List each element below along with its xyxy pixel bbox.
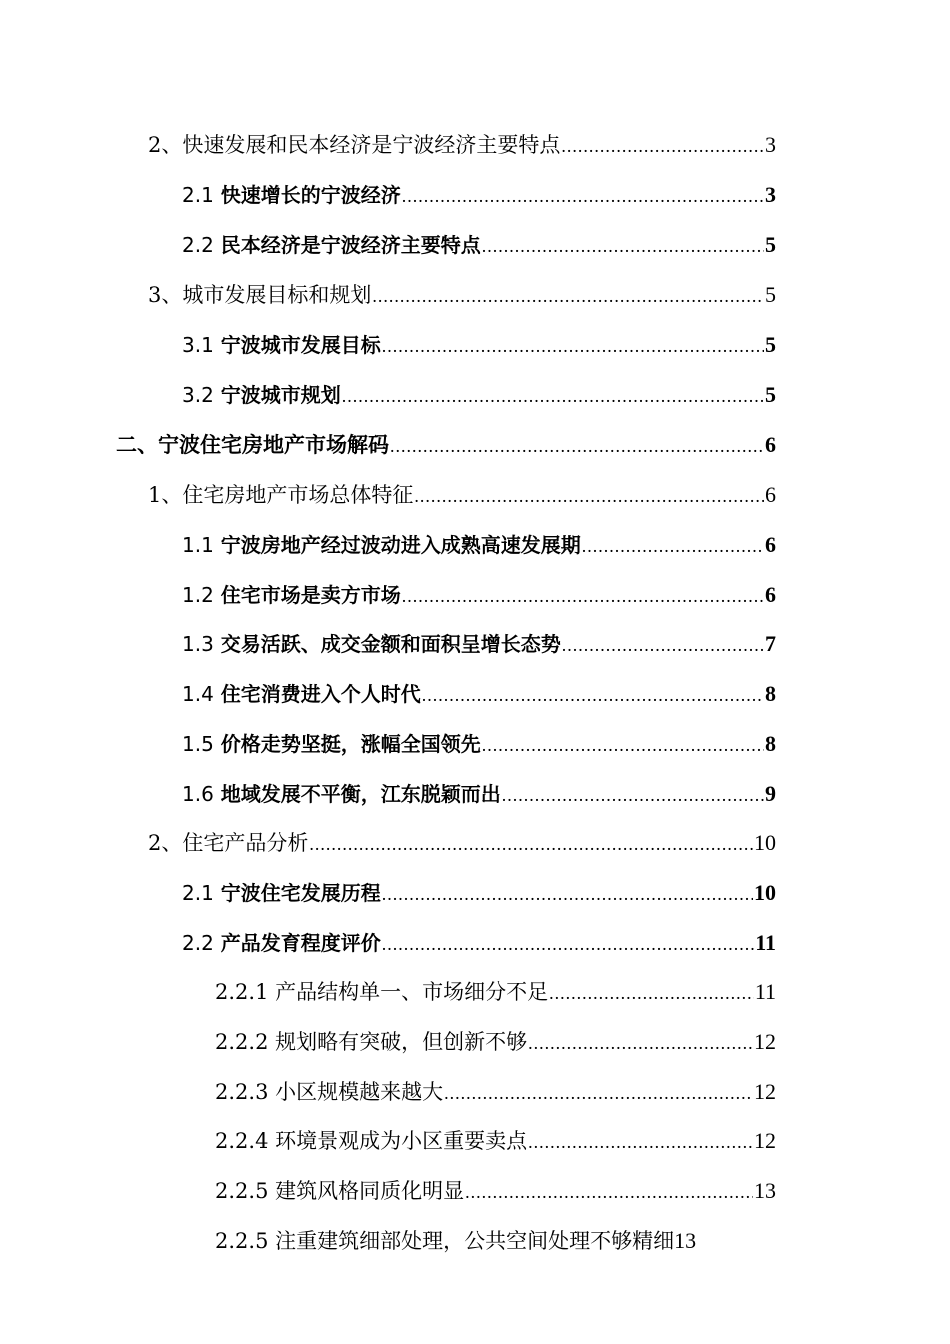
- toc-page-number: 6: [765, 482, 776, 507]
- toc-leader: [528, 1026, 753, 1060]
- toc-leader: [382, 927, 754, 961]
- toc-leader: [390, 429, 764, 463]
- toc-entry[interactable]: [182, 777, 776, 811]
- toc-entry-title: 2.1 快速增长的宁波经济: [182, 183, 401, 207]
- toc-entry[interactable]: [215, 1174, 776, 1208]
- toc-entry-title: 2.2.4 环境景观成为小区重要卖点: [215, 1129, 528, 1153]
- toc-page-number: 12: [754, 1128, 776, 1153]
- toc-page-number: 5: [765, 332, 776, 357]
- toc-leader: [372, 279, 764, 313]
- toc-entry[interactable]: [182, 178, 776, 212]
- toc-leader: [465, 1175, 753, 1209]
- toc-entry-title: 2.2 产品发育程度评价: [182, 931, 381, 955]
- toc-leader: [482, 229, 764, 263]
- toc-leader: [561, 129, 764, 163]
- toc-page-number: 6: [765, 532, 776, 557]
- toc-entry-title: 2.1 宁波住宅发展历程: [182, 881, 381, 905]
- toc-leader: [382, 877, 753, 911]
- toc-entry[interactable]: [148, 478, 776, 512]
- toc-page-number: 8: [765, 731, 776, 756]
- toc-leader: [528, 1125, 753, 1159]
- toc-leader: [402, 579, 764, 613]
- toc-page-number: 11: [754, 979, 776, 1004]
- toc-page-number: 5: [765, 232, 776, 257]
- toc-page-number: 10: [754, 830, 776, 855]
- toc-leader: [414, 479, 764, 513]
- toc-entry[interactable]: [215, 1224, 696, 1258]
- toc-page-number: 3: [765, 132, 776, 157]
- toc-leader: [402, 179, 764, 213]
- toc-page-number: 13: [754, 1178, 776, 1203]
- toc-entry-title: 1.5 价格走势坚挺，涨幅全国领先: [182, 732, 481, 756]
- toc-entry[interactable]: [182, 228, 776, 262]
- toc-entry[interactable]: [182, 627, 776, 661]
- toc-entry-title: 2.2 民本经济是宁波经济主要特点: [182, 233, 481, 257]
- toc-entry[interactable]: [182, 926, 776, 960]
- toc-entry-title: 1.2 住宅市场是卖方市场: [182, 583, 401, 607]
- toc-leader: [482, 728, 764, 762]
- toc-page-number: 10: [754, 880, 776, 905]
- toc-leader: [582, 529, 764, 563]
- toc-page-number: 5: [765, 282, 776, 307]
- toc-entry[interactable]: [182, 578, 776, 612]
- toc-entry-title: 1、住宅房地产市场总体特征: [148, 483, 414, 507]
- toc-page-number: 11: [755, 930, 776, 955]
- toc-page-number: 12: [754, 1079, 776, 1104]
- toc-entry[interactable]: [182, 727, 776, 761]
- toc-leader: [309, 827, 753, 861]
- toc-entry-title: 3.2 宁波城市规划: [182, 383, 341, 407]
- toc-entry-title: 2、住宅产品分析: [148, 831, 309, 855]
- toc-entry-title: 1.6 地域发展不平衡，江东脱颖而出: [182, 782, 501, 806]
- toc-page-number: 9: [765, 781, 776, 806]
- toc-entry-title: 2.2.5 注重建筑细部处理，公共空间处理不够精细: [215, 1229, 675, 1253]
- toc-entry[interactable]: [215, 1025, 776, 1059]
- toc-entry[interactable]: [116, 428, 776, 462]
- toc-entry-title: 3、城市发展目标和规划: [148, 283, 372, 307]
- toc-entry[interactable]: [182, 528, 776, 562]
- toc-page-number: 6: [765, 432, 776, 457]
- toc-page-number: 8: [765, 681, 776, 706]
- toc-entry[interactable]: [148, 826, 776, 860]
- toc-leader: [502, 778, 764, 812]
- toc-page-number: 6: [765, 582, 776, 607]
- toc-page-number: 7: [765, 631, 776, 656]
- toc-entry[interactable]: [215, 1124, 776, 1158]
- toc-entry[interactable]: [148, 278, 776, 312]
- toc-entry-title: 3.1 宁波城市发展目标: [182, 333, 381, 357]
- toc-entry[interactable]: [148, 128, 776, 162]
- toc-entry-title: 2、快速发展和民本经济是宁波经济主要特点: [148, 133, 561, 157]
- toc-page-number: 3: [765, 182, 776, 207]
- toc-page-number: 13: [674, 1228, 697, 1253]
- toc-entry[interactable]: [182, 876, 776, 910]
- toc-leader: [342, 379, 764, 413]
- toc-entry-title: 二、宁波住宅房地产市场解码: [116, 433, 389, 457]
- toc-entry[interactable]: [215, 1075, 776, 1109]
- toc-leader: [549, 976, 754, 1010]
- toc-entry[interactable]: [182, 328, 776, 362]
- toc-entry[interactable]: [182, 378, 776, 412]
- toc-entry-title: 1.4 住宅消费进入个人时代: [182, 682, 421, 706]
- toc-page-number: 12: [754, 1029, 776, 1054]
- toc-leader: [562, 628, 764, 662]
- toc-page-number: 5: [765, 382, 776, 407]
- toc-entry-title: 1.3 交易活跃、成交金额和面积呈增长态势: [182, 632, 561, 656]
- toc-entry-title: 2.2.3 小区规模越来越大: [215, 1080, 444, 1104]
- toc-entry-title: 2.2.2 规划略有突破，但创新不够: [215, 1030, 528, 1054]
- toc-entry[interactable]: [215, 975, 776, 1009]
- toc-entry-title: 2.2.1 产品结构单一、市场细分不足: [215, 980, 549, 1004]
- toc-leader: [382, 329, 764, 363]
- toc-leader: [422, 678, 764, 712]
- toc-leader: [444, 1076, 753, 1110]
- toc-entry-title: 2.2.5 建筑风格同质化明显: [215, 1179, 465, 1203]
- toc-entry-title: 1.1 宁波房地产经过波动进入成熟高速发展期: [182, 533, 581, 557]
- toc-entry[interactable]: [182, 677, 776, 711]
